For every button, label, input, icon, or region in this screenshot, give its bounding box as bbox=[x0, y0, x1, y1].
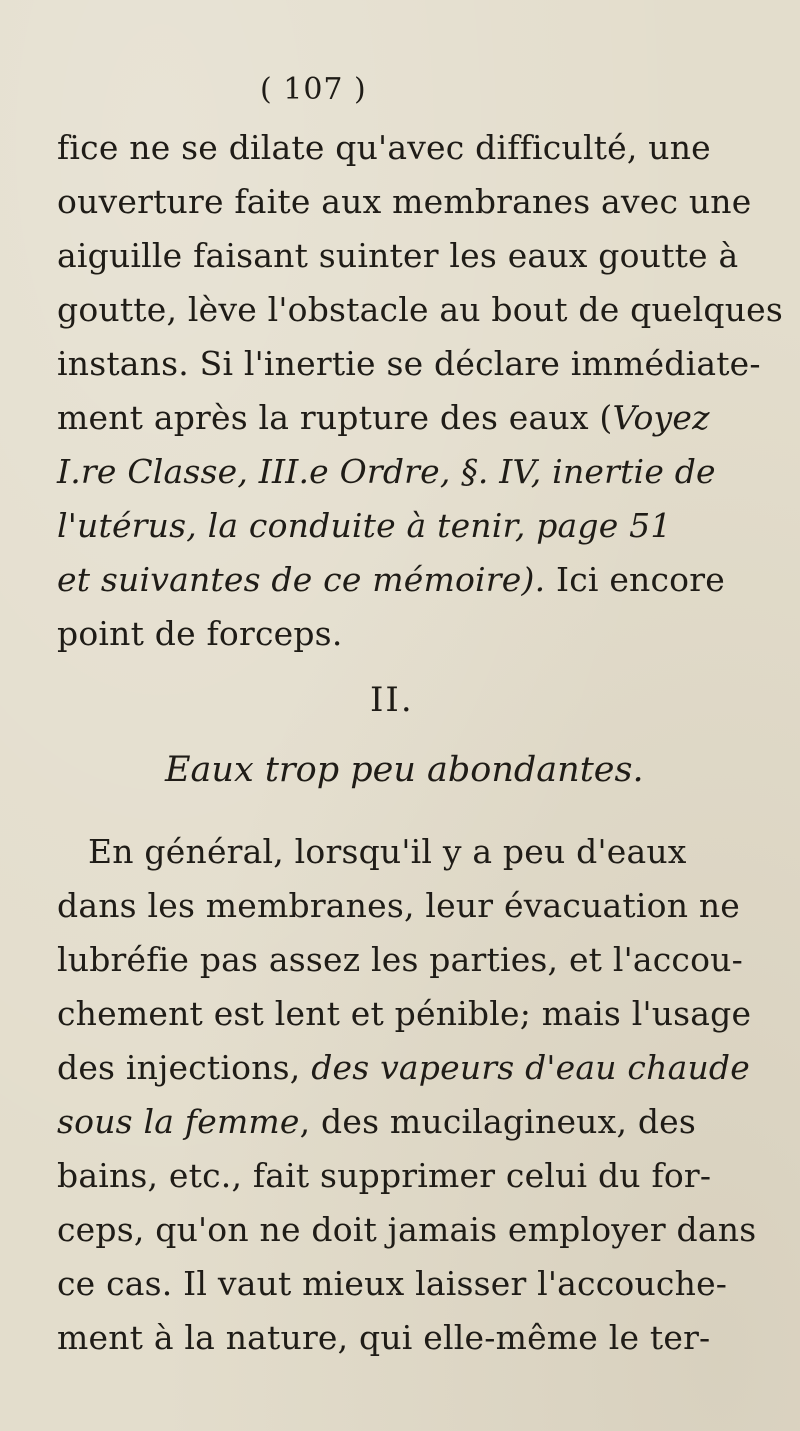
text-span-italic: Voyez bbox=[612, 398, 710, 437]
text-line: ceps, qu'on ne doit jamais employer dans bbox=[57, 1210, 757, 1249]
page-number: ( 107 ) bbox=[260, 72, 367, 107]
text-line: instans. Si l'inertie se déclare immédiate- bbox=[57, 344, 761, 383]
text-span: , des mucilagineux, des bbox=[299, 1102, 697, 1141]
text-line-italic: I.re Classe, III.e Ordre, §. IV, inertie de bbox=[57, 452, 716, 491]
section-title: Eaux trop peu abondantes. bbox=[165, 750, 644, 790]
text-line: En général, lorsqu'il y a peu d'eaux bbox=[88, 832, 687, 871]
text-span-italic: sous la femme bbox=[57, 1102, 300, 1141]
text-line: lubréfie pas assez les parties, et l'accou- bbox=[57, 940, 743, 979]
text-line: goutte, lève l'obstacle au bout de quelques bbox=[57, 290, 784, 329]
text-line bbox=[57, 560, 725, 600]
text-line bbox=[57, 1102, 696, 1142]
text-line: chement est lent et pénible; mais l'usage bbox=[57, 994, 752, 1033]
text-line bbox=[57, 398, 710, 438]
text-line: aiguille faisant suinter les eaux goutte à bbox=[57, 236, 739, 275]
text-line: dans les membranes, leur évacuation ne bbox=[57, 886, 741, 925]
text-line-italic: l'utérus, la conduite à tenir, page 51 bbox=[57, 506, 672, 545]
text-span-italic: des vapeurs d'eau chaude bbox=[311, 1048, 750, 1087]
text-span: ment après la rupture des eaux ( bbox=[57, 398, 613, 437]
text-span: Ici encore bbox=[545, 560, 725, 599]
text-line: ouverture faite aux membranes avec une bbox=[57, 182, 752, 221]
text-line: fice ne se dilate qu'avec difficulté, une bbox=[57, 128, 711, 167]
text-span: des injections, bbox=[57, 1048, 312, 1087]
text-line: point de forceps. bbox=[57, 614, 343, 653]
section-number: II. bbox=[370, 680, 414, 720]
text-line: ce cas. Il vaut mieux laisser l'accouche- bbox=[57, 1264, 728, 1303]
text-line: bains, etc., fait supprimer celui du for- bbox=[57, 1156, 712, 1195]
text-line: ment à la nature, qui elle-même le ter- bbox=[57, 1318, 711, 1357]
text-line bbox=[57, 1048, 750, 1088]
text-span-italic: et suivantes de ce mémoire). bbox=[57, 560, 546, 599]
